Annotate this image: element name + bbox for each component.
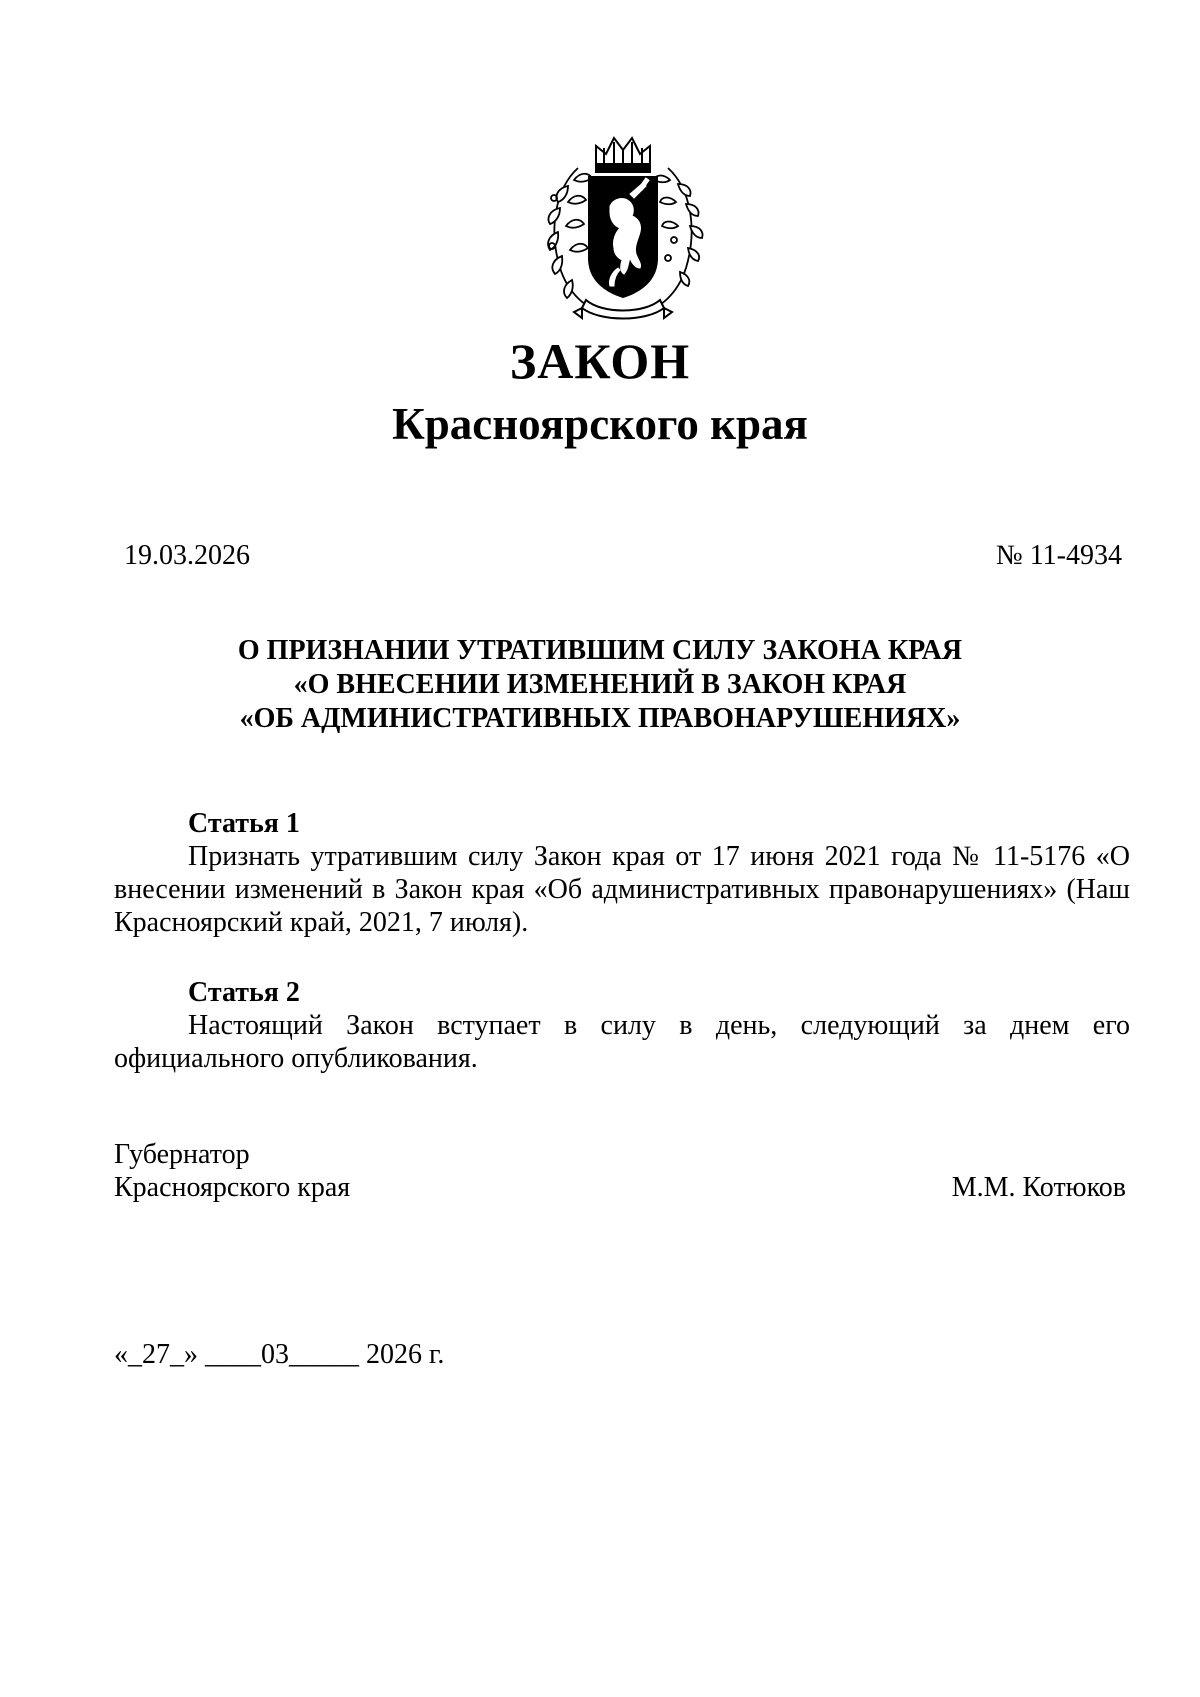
law-heading	[0, 634, 1200, 736]
article-text: Настоящий Закон вступает в силу в день, следующий за днем его официального опубликования.	[114, 1010, 1130, 1074]
signatory-name: М.М. Котюков	[951, 1172, 1126, 1203]
law-number: № 11-4934	[996, 540, 1122, 571]
region-title: Красноярского края	[392, 399, 808, 449]
article-title: Статья 2	[188, 977, 300, 1008]
article-title: Статья 1	[188, 808, 300, 839]
date-close-quote: »	[184, 1339, 198, 1370]
date-day: _27_	[128, 1339, 184, 1370]
signatory-position	[114, 1138, 350, 1204]
heading-line: «О ВНЕСЕНИИ ИЗМЕНЕНИЙ В ЗАКОН КРАЯ	[293, 669, 907, 700]
heading-line: «ОБ АДМИНИСТРАТИВНЫХ ПРАВОНАРУШЕНИЯХ»	[239, 703, 961, 734]
date-open-quote: «	[114, 1339, 128, 1370]
law-date: 19.03.2026	[124, 540, 250, 571]
signing-date	[114, 1338, 444, 1371]
law-title: ЗАКОН	[509, 333, 691, 389]
position-line: Красноярского края	[114, 1172, 351, 1203]
article-2	[114, 976, 1130, 1075]
krasnoyarsk-coat-of-arms-icon	[538, 128, 708, 326]
heading-line: О ПРИЗНАНИИ УТРАТИВШИМ СИЛУ ЗАКОНА КРАЯ	[237, 635, 963, 666]
date-year: 2026 г.	[366, 1339, 445, 1370]
article-1	[114, 807, 1130, 939]
article-text: Признать утратившим силу Закон края от 17 июня 2021 года № 11-5176 «О внесении изменений в Закон края «Об административных правонарушениях» (Наш Красноярский край, 2021, 7 июля).	[114, 841, 1130, 938]
date-month: ____03_____	[205, 1339, 359, 1370]
position-line: Губернатор	[114, 1139, 250, 1170]
